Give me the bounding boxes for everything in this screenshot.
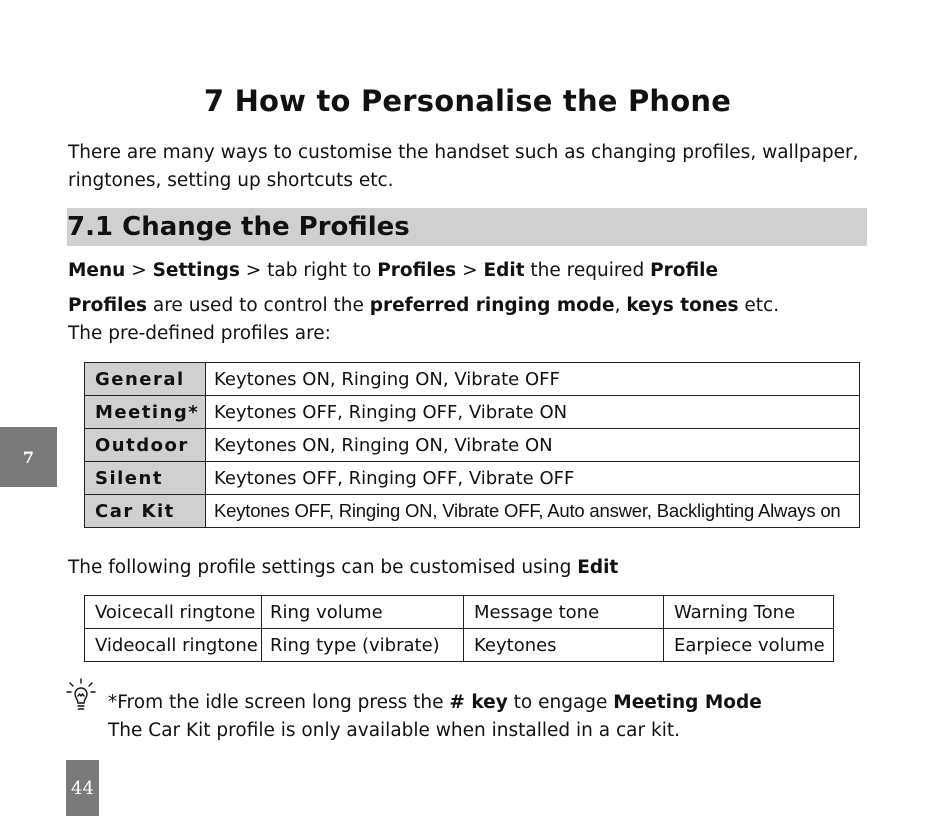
setting-cell: Message tone [464, 596, 664, 629]
lightbulb-icon [66, 678, 96, 714]
setting-cell: Videocall ringtone [85, 629, 262, 662]
note-text: *From the idle screen long press the [108, 692, 450, 713]
note-text: to engage [507, 692, 614, 713]
settings-table [84, 595, 834, 662]
menu-path-text: the required [524, 260, 651, 281]
setting-cell: Ring volume [262, 596, 464, 629]
menu-path [68, 257, 718, 285]
menu-path-profiles: Profiles [377, 260, 457, 281]
section-header-bar [67, 208, 867, 246]
profile-name: Meeting* [85, 396, 206, 429]
menu-path-sep: > [456, 260, 484, 281]
page-number: 44 [66, 760, 99, 816]
intro-paragraph: There are many ways to customise the handset such as changing profiles, wallpaper, ringtones, setting up shortcuts etc. [68, 142, 859, 191]
profile-description: Keytones OFF, Ringing OFF, Vibrate OFF [206, 462, 860, 495]
profile-description: Keytones OFF, Ringing ON, Vibrate OFF, Auto answer, Backlighting Always on [206, 495, 860, 528]
desc-text: are used to control the [147, 295, 370, 316]
setting-cell: Keytones [464, 629, 664, 662]
profile-name: General [85, 363, 206, 396]
setting-cell: Voicecall ringtone [85, 596, 262, 629]
note-meeting-mode: Meeting Mode [613, 692, 762, 713]
desc-text: , [614, 295, 627, 316]
table-row [85, 596, 834, 629]
desc-text: etc. [738, 295, 780, 316]
table-row [85, 396, 860, 429]
menu-path-edit: Edit [483, 260, 525, 281]
profile-name: Silent [85, 462, 206, 495]
tip-note [108, 689, 762, 717]
profiles-table [84, 362, 860, 528]
profile-description: Keytones OFF, Ringing OFF, Vibrate ON [206, 396, 860, 429]
following-text: The following profile settings can be customised using [68, 557, 578, 578]
table-row [85, 429, 860, 462]
table-row [85, 363, 860, 396]
section-title: 7.1 Change the Profiles [67, 212, 410, 242]
menu-path-profile: Profile [650, 260, 719, 281]
table-row [85, 462, 860, 495]
setting-cell: Earpiece volume [664, 629, 834, 662]
page-title: 7 How to Personalise the Phone [203, 84, 732, 118]
profiles-description [68, 292, 779, 320]
profile-name: Car Kit [85, 495, 206, 528]
car-kit-note: The Car Kit profile is only available when installed in a car kit. [108, 720, 680, 741]
table-row [85, 629, 834, 662]
customisable-settings-intro [68, 554, 618, 582]
table-row [85, 495, 860, 528]
setting-cell: Ring type (vibrate) [262, 629, 464, 662]
menu-path-text: > tab right to [239, 260, 378, 281]
menu-path-menu: Menu [68, 260, 126, 281]
menu-path-settings: Settings [152, 260, 240, 281]
chapter-tab: 7 [0, 427, 57, 487]
desc-ringing-mode: preferred ringing mode [369, 295, 615, 316]
setting-cell: Warning Tone [664, 596, 834, 629]
menu-path-sep: > [125, 260, 153, 281]
desc-profiles: Profiles [68, 295, 148, 316]
following-edit: Edit [577, 557, 619, 578]
desc-key-tones: keys tones [626, 295, 739, 316]
profile-description: Keytones ON, Ringing ON, Vibrate ON [206, 429, 860, 462]
profile-name: Outdoor [85, 429, 206, 462]
profile-description: Keytones ON, Ringing ON, Vibrate OFF [206, 363, 860, 396]
predefined-intro: The pre-defined profiles are: [68, 323, 331, 344]
note-key: # key [449, 692, 508, 713]
